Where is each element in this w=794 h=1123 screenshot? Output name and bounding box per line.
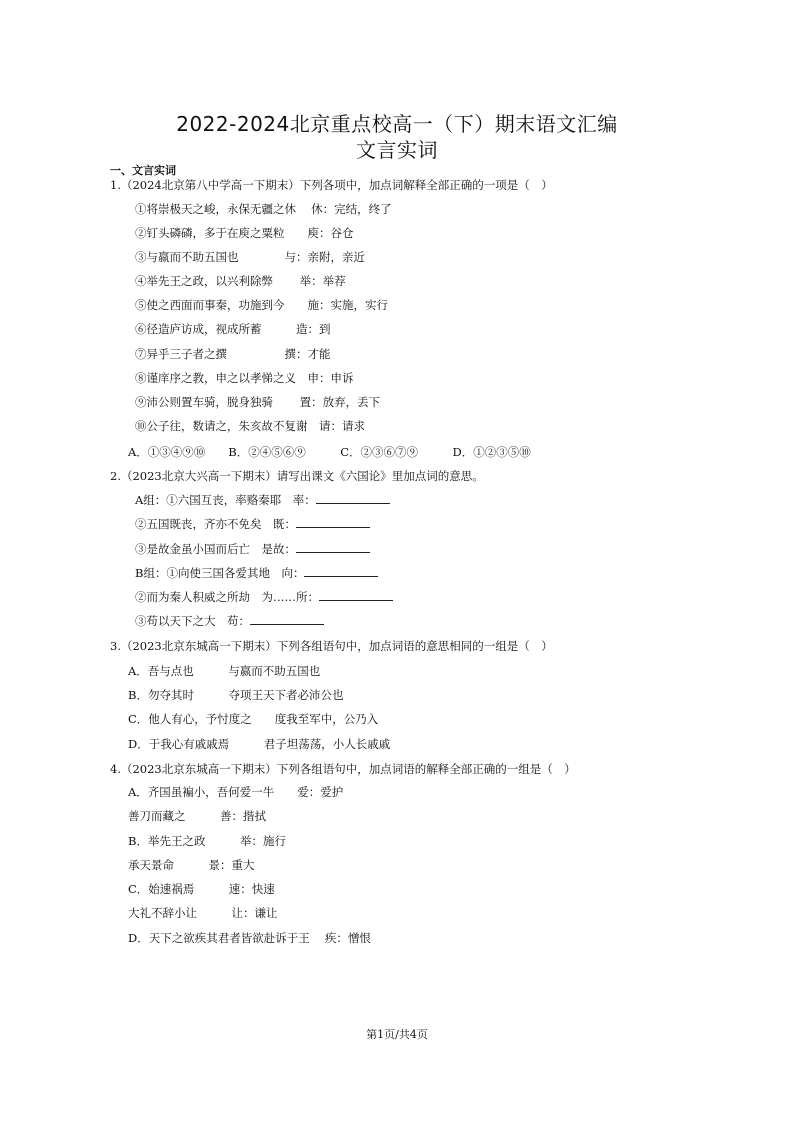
question-1-item: ⑤使之西面而事秦，功施到今 施：实施，实行 bbox=[135, 298, 388, 312]
question-2-item-text: ②而为秦人积威之所劫 为……所： bbox=[135, 590, 319, 604]
question-2-item-text: ②五国既丧，齐亦不免矣 既： bbox=[135, 517, 296, 531]
question-1-item: ⑩公子往，数请之，朱亥故不复谢 请：请求 bbox=[135, 419, 365, 433]
answer-blank[interactable] bbox=[250, 613, 324, 625]
question-4-option: D．天下之欲疾其君者皆欲赴诉于王 疾：憎恨 bbox=[128, 931, 371, 945]
document-title: 2022-2024北京重点校高一（下）期末语文汇编 bbox=[176, 112, 618, 136]
question-4-option: 承天景命 景：重大 bbox=[128, 858, 255, 872]
question-3-option: D．于我心有戚戚焉 君子坦荡荡，小人长戚戚 bbox=[128, 737, 391, 751]
answer-blank[interactable] bbox=[316, 492, 390, 504]
section-heading: 一、文言实词 bbox=[110, 164, 176, 177]
question-1-stem: 1.（2024北京第八中学高一下期末）下列各项中，加点词解释全部正确的一项是（ ） bbox=[110, 178, 553, 192]
question-4-option: C．始速祸焉 速：快速 bbox=[128, 882, 275, 896]
question-1-item: ⑧谨庠序之教，申之以孝悌之义 申：申诉 bbox=[135, 371, 354, 385]
question-1-item: ⑦异乎三子者之撰 撰：才能 bbox=[135, 347, 331, 361]
question-1-item: ⑥径造庐访成，视成所蓄 造：到 bbox=[135, 322, 331, 336]
question-2-stem: 2.（2023北京大兴高一下期末）请写出课文《六国论》里加点词的意思。 bbox=[110, 469, 484, 483]
question-2-item-text: ③苟以天下之大 苟： bbox=[135, 614, 250, 628]
question-2-item bbox=[135, 613, 324, 629]
question-2-item bbox=[135, 516, 370, 532]
document-subtitle: 文言实词 bbox=[356, 138, 438, 162]
question-1-item: ③与嬴而不助五国也 与：亲附，亲近 bbox=[135, 250, 365, 264]
answer-blank[interactable] bbox=[296, 541, 370, 553]
question-2-item bbox=[135, 492, 390, 508]
question-4-stem: 4.（2023北京东城高一下期末）下列各组语句中，加点词语的解释全部正确的一组是（ ） bbox=[110, 762, 576, 776]
question-2-item-text: B组：①向使三国各爱其地 向： bbox=[135, 566, 305, 580]
question-2-item bbox=[135, 589, 393, 605]
question-1-item: ①将崇极天之峻，永保无疆之休 休：完结，终了 bbox=[135, 202, 392, 216]
answer-blank[interactable] bbox=[304, 565, 378, 577]
question-3-option: C．他人有心，予忖度之 度我至军中，公乃入 bbox=[128, 712, 379, 726]
question-4-option: B．举先王之政 举：施行 bbox=[128, 834, 286, 848]
question-1-item: ⑨沛公则置车骑，脱身独骑 置：放弃，丢下 bbox=[135, 395, 381, 409]
question-4-option: A．齐国虽褊小，吾何爱一牛 爱：爱护 bbox=[128, 785, 344, 799]
question-2-item bbox=[135, 541, 370, 557]
page-footer: 第1页/共4页 bbox=[366, 1028, 428, 1041]
answer-blank[interactable] bbox=[296, 516, 370, 528]
question-1-item: ②钉头磷磷，多于在庾之粟粒 庾：谷仓 bbox=[135, 226, 354, 240]
question-2-item-text: A组：①六国互丧，率赂秦耶 率： bbox=[135, 493, 316, 507]
question-3-stem: 3.（2023北京东城高一下期末）下列各组语句中，加点词语的意思相同的一组是（ ） bbox=[110, 639, 553, 653]
question-4-option: 大礼不辞小让 让：谦让 bbox=[128, 906, 278, 920]
question-2-item-text: ③是故金虽小国而后亡 是故： bbox=[135, 542, 296, 556]
question-3-option: A．吾与点也 与嬴而不助五国也 bbox=[128, 664, 321, 678]
question-1-item: ④举先王之政，以兴利除弊 举：举荐 bbox=[135, 274, 346, 288]
question-2-item bbox=[135, 565, 378, 581]
question-1-options: A．①③④⑨⑩ B．②④⑤⑥⑨ C．②③⑥⑦⑨ D．①②③⑤⑩ bbox=[128, 445, 531, 459]
question-4-option: 善刀而藏之 善：揩拭 bbox=[128, 809, 266, 823]
answer-blank[interactable] bbox=[319, 589, 393, 601]
question-3-option: B．勿夺其时 夺项王天下者必沛公也 bbox=[128, 688, 344, 702]
